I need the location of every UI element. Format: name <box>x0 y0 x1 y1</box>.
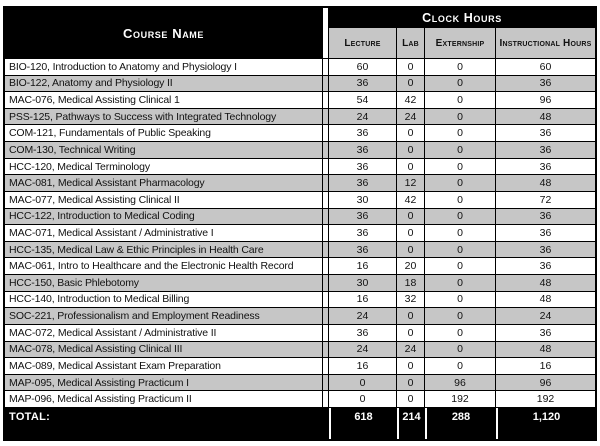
lab-hours-cell: 18 <box>397 275 424 291</box>
row-spacer-cell <box>323 125 328 141</box>
lecture-hours-cell: 24 <box>329 342 396 358</box>
course-name-cell: MAC-061, Intro to Healthcare and the Electronic Health Record <box>5 258 322 274</box>
externship-hours-cell: 0 <box>425 125 495 141</box>
externship-hours-cell: 0 <box>425 209 495 225</box>
lecture-hours-cell: 36 <box>329 159 396 175</box>
instructional-hours-cell: 192 <box>496 391 595 407</box>
instructional-hours-cell: 48 <box>496 175 595 191</box>
instructional-hours-cell: 48 <box>496 342 595 358</box>
course-name-cell: SOC-221, Professionalism and Employment Readiness <box>5 308 322 324</box>
course-name-cell: COM-130, Technical Writing <box>5 142 322 158</box>
row-spacer-cell <box>323 159 328 175</box>
course-name-cell: BIO-120, Introduction to Anatomy and Physiology I <box>5 59 322 75</box>
lecture-hours-cell: 36 <box>329 225 396 241</box>
lecture-hours-cell: 0 <box>329 391 396 407</box>
course-name-cell: HCC-140, Introduction to Medical Billing <box>5 292 322 308</box>
instructional-hours-cell: 16 <box>496 358 595 374</box>
instructional-hours-cell: 48 <box>496 275 595 291</box>
lab-hours-cell: 24 <box>397 109 424 125</box>
externship-hours-cell: 0 <box>425 159 495 175</box>
total-row-label: TOTAL: <box>5 408 328 439</box>
lab-hours-cell: 42 <box>397 192 424 208</box>
externship-hours-cell: 0 <box>425 92 495 108</box>
externship-hours-cell: 0 <box>425 308 495 324</box>
lecture-hours-cell: 36 <box>329 125 396 141</box>
total-externship-value: 288 <box>425 408 495 439</box>
row-spacer-cell <box>323 342 328 358</box>
externship-hours-cell: 0 <box>425 275 495 291</box>
externship-hours-cell: 0 <box>425 358 495 374</box>
lab-hours-cell: 0 <box>397 308 424 324</box>
instructional-hours-cell: 36 <box>496 209 595 225</box>
course-hours-table <box>3 6 597 441</box>
row-spacer-cell <box>323 308 328 324</box>
lecture-hours-cell: 36 <box>329 142 396 158</box>
lab-hours-cell: 42 <box>397 92 424 108</box>
instructional-hours-cell: 36 <box>496 76 595 92</box>
course-name-cell: MAC-077, Medical Assisting Clinical II <box>5 192 322 208</box>
clock-hours-header: Clock Hours <box>329 8 595 27</box>
course-name-cell: BIO-122, Anatomy and Physiology II <box>5 76 322 92</box>
instructional-hours-cell: 36 <box>496 125 595 141</box>
lab-hours-cell: 0 <box>397 59 424 75</box>
instructional-hours-cell: 72 <box>496 192 595 208</box>
header-spacer-divider <box>323 8 328 58</box>
course-name-cell: MAC-072, Medical Assistant / Administrative II <box>5 325 322 341</box>
lab-hours-cell: 20 <box>397 258 424 274</box>
course-name-cell: PSS-125, Pathways to Success with Integrated Technology <box>5 109 322 125</box>
row-spacer-cell <box>323 292 328 308</box>
row-spacer-cell <box>323 325 328 341</box>
externship-hours-cell: 0 <box>425 292 495 308</box>
lab-hours-cell: 0 <box>397 242 424 258</box>
row-spacer-cell <box>323 358 328 374</box>
externship-hours-cell: 0 <box>425 109 495 125</box>
lab-hours-cell: 0 <box>397 225 424 241</box>
lecture-hours-cell: 30 <box>329 275 396 291</box>
row-spacer-cell <box>323 242 328 258</box>
lecture-hours-cell: 16 <box>329 292 396 308</box>
lecture-hours-cell: 16 <box>329 258 396 274</box>
instructional-hours-cell: 48 <box>496 109 595 125</box>
lecture-hours-cell: 0 <box>329 375 396 391</box>
row-spacer-cell <box>323 59 328 75</box>
lab-hours-cell: 0 <box>397 125 424 141</box>
externship-hours-cell: 0 <box>425 258 495 274</box>
instructional-hours-cell: 60 <box>496 59 595 75</box>
lab-hours-cell: 0 <box>397 375 424 391</box>
instructional-hours-cell: 96 <box>496 92 595 108</box>
row-spacer-cell <box>323 375 328 391</box>
lecture-hours-cell: 60 <box>329 59 396 75</box>
course-name-cell: MAC-078, Medical Assisting Clinical III <box>5 342 322 358</box>
lab-hours-cell: 0 <box>397 209 424 225</box>
total-instructional-hours-value: 1,120 <box>496 408 595 439</box>
lab-column-header: Lab <box>397 28 424 58</box>
instructional-hours-cell: 36 <box>496 225 595 241</box>
course-name-cell: MAC-089, Medical Assistant Exam Preparation <box>5 358 322 374</box>
lecture-hours-cell: 24 <box>329 109 396 125</box>
lab-hours-cell: 12 <box>397 175 424 191</box>
externship-hours-cell: 0 <box>425 242 495 258</box>
total-lab-value: 214 <box>397 408 424 439</box>
externship-hours-cell: 0 <box>425 175 495 191</box>
externship-hours-cell: 0 <box>425 225 495 241</box>
course-name-cell: MAC-071, Medical Assistant / Administrative I <box>5 225 322 241</box>
lecture-column-header: Lecture <box>329 28 396 58</box>
lab-hours-cell: 24 <box>397 342 424 358</box>
externship-column-header: Externship <box>425 28 495 58</box>
row-spacer-cell <box>323 142 328 158</box>
instructional-hours-cell: 48 <box>496 292 595 308</box>
lab-hours-cell: 0 <box>397 358 424 374</box>
course-name-cell: MAC-081, Medical Assistant Pharmacology <box>5 175 322 191</box>
row-spacer-cell <box>323 109 328 125</box>
externship-hours-cell: 0 <box>425 76 495 92</box>
externship-hours-cell: 0 <box>425 325 495 341</box>
row-spacer-cell <box>323 192 328 208</box>
row-spacer-cell <box>323 175 328 191</box>
instructional-hours-cell: 36 <box>496 159 595 175</box>
course-name-header: Course Name <box>5 8 322 58</box>
course-name-cell: MAP-096, Medical Assisting Practicum II <box>5 391 322 407</box>
row-spacer-cell <box>323 209 328 225</box>
course-name-cell: MAP-095, Medical Assisting Practicum I <box>5 375 322 391</box>
row-spacer-cell <box>323 258 328 274</box>
instructional-hours-column-header: Instructional Hours <box>496 28 595 58</box>
lecture-hours-cell: 30 <box>329 192 396 208</box>
course-name-cell: COM-121, Fundamentals of Public Speaking <box>5 125 322 141</box>
lecture-hours-cell: 36 <box>329 175 396 191</box>
externship-hours-cell: 96 <box>425 375 495 391</box>
instructional-hours-cell: 36 <box>496 325 595 341</box>
lab-hours-cell: 0 <box>397 76 424 92</box>
row-spacer-cell <box>323 391 328 407</box>
lab-hours-cell: 0 <box>397 142 424 158</box>
row-spacer-cell <box>323 225 328 241</box>
externship-hours-cell: 0 <box>425 142 495 158</box>
lecture-hours-cell: 36 <box>329 242 396 258</box>
externship-hours-cell: 0 <box>425 59 495 75</box>
lecture-hours-cell: 16 <box>329 358 396 374</box>
instructional-hours-cell: 36 <box>496 142 595 158</box>
lab-hours-cell: 0 <box>397 325 424 341</box>
lab-hours-cell: 0 <box>397 391 424 407</box>
lecture-hours-cell: 24 <box>329 308 396 324</box>
course-name-cell: HCC-120, Medical Terminology <box>5 159 322 175</box>
instructional-hours-cell: 24 <box>496 308 595 324</box>
lab-hours-cell: 32 <box>397 292 424 308</box>
externship-hours-cell: 192 <box>425 391 495 407</box>
course-name-cell: HCC-122, Introduction to Medical Coding <box>5 209 322 225</box>
row-spacer-cell <box>323 92 328 108</box>
instructional-hours-cell: 36 <box>496 258 595 274</box>
lecture-hours-cell: 36 <box>329 76 396 92</box>
externship-hours-cell: 0 <box>425 192 495 208</box>
lecture-hours-cell: 36 <box>329 325 396 341</box>
instructional-hours-cell: 36 <box>496 242 595 258</box>
lab-hours-cell: 0 <box>397 159 424 175</box>
course-name-cell: MAC-076, Medical Assisting Clinical 1 <box>5 92 322 108</box>
row-spacer-cell <box>323 275 328 291</box>
course-name-cell: HCC-150, Basic Phlebotomy <box>5 275 322 291</box>
lecture-hours-cell: 36 <box>329 209 396 225</box>
externship-hours-cell: 0 <box>425 342 495 358</box>
course-name-cell: HCC-135, Medical Law & Ethic Principles in Health Care <box>5 242 322 258</box>
total-lecture-value: 618 <box>329 408 396 439</box>
row-spacer-cell <box>323 76 328 92</box>
instructional-hours-cell: 96 <box>496 375 595 391</box>
lecture-hours-cell: 54 <box>329 92 396 108</box>
